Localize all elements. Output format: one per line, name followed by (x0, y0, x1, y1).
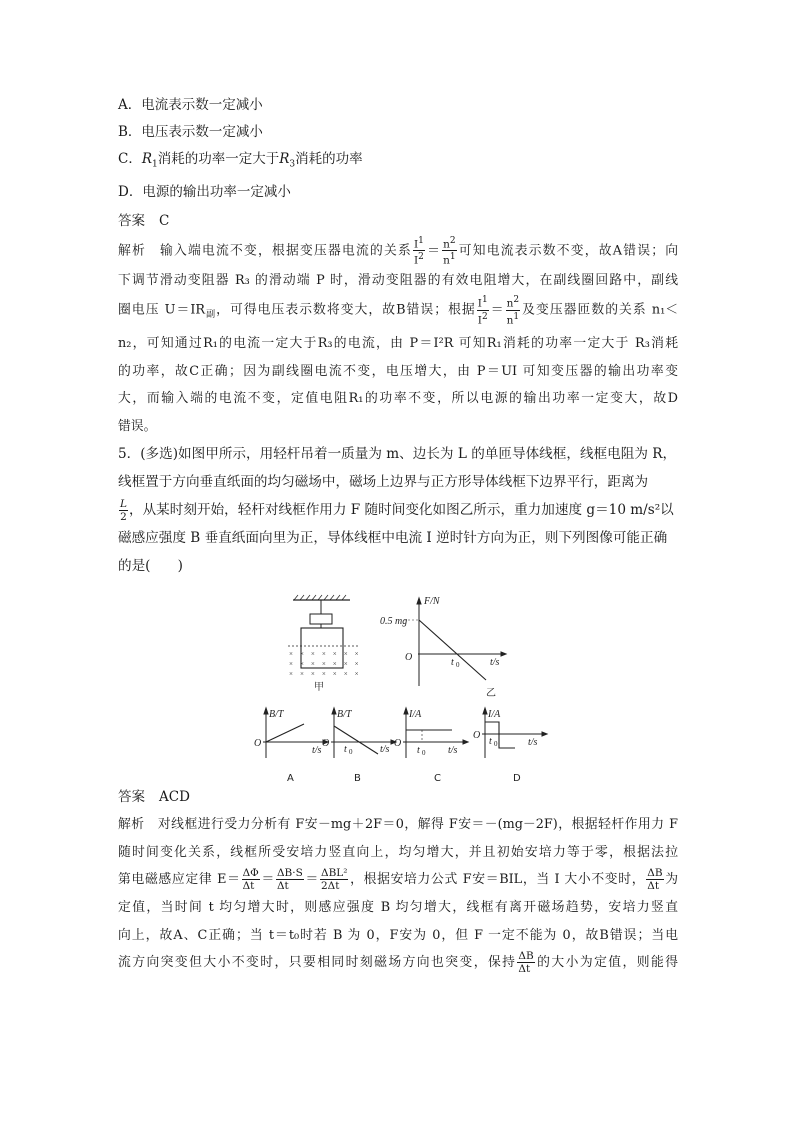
analysis-4-line: 大，而输入端的电流不变，定值电阻R₁的功率不变，所以电源的输出功率一定变大，故D (118, 391, 678, 407)
svg-text:0: 0 (349, 748, 353, 757)
analysis-5-line: 解析 对线框进行受力分析有 F安－mg＋2F＝0，解得 F安＝－(mg－2F)，根据轻杆作用力 F (118, 817, 679, 833)
half-l-fraction: $\frac{L}{2}$ (120, 498, 127, 524)
analysis-4-line: 圈电压 $U=IR_副$，可得电压表示数将变大，故B错误；根据 $\frac{I^1}{I^2}$ ＝ $\frac{n^2}{n^1}$ 及变压器匝数的关系 n₁＜ (118, 295, 679, 327)
b-axis-label: B/T (269, 709, 284, 721)
half-mg-label: 0.5 mg (380, 616, 408, 628)
flux-fraction: $\frac{\Delta\Phi}{\Delta t}$ (242, 867, 259, 893)
i-axis-label: I/A (488, 709, 501, 721)
option-a-label: A (287, 773, 294, 783)
option-c: C．$R_1$消耗的功率一定大于$R_3$消耗的功率 (118, 151, 363, 170)
dbl2-fraction: $\frac{\text{ΔBL²}}{2\Delta t}$ (320, 867, 348, 893)
t-axis-label: t/s (312, 745, 322, 757)
origin-label: O (405, 652, 413, 664)
graph-option-d (473, 708, 547, 782)
fig-yi-label: 乙 (486, 688, 496, 700)
figures-svg (118, 586, 678, 782)
turns-ratio-fraction: $\frac{n^2}{n^1}$ (506, 295, 520, 327)
i-axis-label: I/A (409, 709, 422, 721)
db-dt-fraction: $\frac{\Delta B}{\Delta t}$ (518, 950, 534, 976)
t0-label: t (489, 736, 492, 748)
db-dt-fraction: $\frac{\Delta B}{\Delta t}$ (647, 867, 663, 893)
analysis-5-line: 流方向突变但大小不变时，只要相同时刻磁场方向也突变，保持 $\frac{\Delta B}{\Delta t}$ 的大小为定值，则能得 (118, 950, 679, 976)
analysis-4-line: 的功率，故C正确；因为副线圈电流不变，电压增大，由 P＝UI 可知变压器的输出功率变 (118, 363, 678, 379)
svg-text:0: 0 (422, 749, 426, 758)
answer-4: 答案 C (118, 212, 170, 229)
svg-text:× × × × × × ×: × × × × × × × (289, 670, 359, 679)
graph-option-a (254, 708, 328, 782)
analysis-4-line: n₂，可知通过R₁的电流一定大于R₃的电流，由 P＝I²R 可知R₁消耗的功率一定大于 R₃消耗 (118, 335, 678, 351)
t0-label: t (451, 657, 454, 669)
t0-label: t (417, 745, 420, 757)
origin-label: O (473, 730, 481, 742)
current-ratio-fraction: $\frac{I^1}{I^2}$ (413, 235, 424, 267)
figure-yi (380, 596, 506, 699)
option-d: D．电源的输出功率一定减小 (118, 183, 291, 200)
origin-label: O (254, 738, 262, 750)
question-5-line: 磁感应强度 B 垂直纸面向里为正，导体线框中电流 I 逆时针方向为正，则下列图像可能正确 (118, 530, 668, 547)
analysis-4 (118, 235, 678, 441)
question-5-line: 的是( ) (118, 558, 183, 575)
t-axis-label: t/s (448, 745, 458, 757)
current-ratio-fraction: $\frac{I^1}{I^2}$ (477, 295, 488, 327)
answer-5: 答案 ACD (118, 789, 190, 806)
option-b-label: B (354, 773, 361, 783)
t-axis-label: t/s (490, 657, 500, 669)
svg-text:× × × × × × ×: × × × × × × × (289, 660, 359, 669)
question-5 (118, 440, 678, 580)
analysis-5-line: 定值，当时间 t 均匀增大时，则感应强度 B 均匀增大，线框有离开磁场趋势，安培力竖直 (118, 900, 678, 916)
svg-text:× × × × × × ×: × × × × × × × (289, 650, 359, 659)
svg-text:0: 0 (494, 740, 498, 749)
analysis-5-line: 向上，故A、C正确；当 t＝t₀时若 B 为 0，F安为 0，但 F 一定不能为 0，故B错误；当电 (118, 927, 678, 943)
analysis-4-line: 解析 输入端电流不变，根据变压器电流的关系 $\frac{I^1}{I^2}$ ＝ $\frac{n^2}{n^1}$ 可知电流表示数不变，故A错误；向 (118, 235, 679, 267)
b-axis-label: B/T (337, 709, 352, 721)
option-a: A．电流表示数一定减小 (118, 97, 263, 113)
origin-label: O (322, 738, 330, 750)
dbs-fraction: $\frac{\Delta B\cdot S}{\Delta t}$ (276, 867, 303, 893)
document-page (118, 92, 678, 977)
analysis-4-line: 下调节滑动变阻器 R₃ 的滑动端 P 时，滑动变阻器的有效电阻增大，在副线圈回路中，副线 (118, 272, 678, 288)
t-axis-label: t/s (380, 744, 390, 756)
figure-jia (288, 595, 359, 693)
option-b: B．电压表示数一定减小 (118, 124, 263, 140)
analysis-5 (118, 811, 678, 977)
t-axis-label: t/s (528, 737, 538, 749)
f-axis-label: F/N (424, 596, 440, 608)
question-5-line: 线框置于方向垂直纸面的均匀磁场中，磁场上边界与正方形导体线框下边界平行，距离为 (118, 474, 649, 491)
analysis-5-line: 第电磁感应定律 E＝ $\frac{\Delta\Phi}{\Delta t}$ ＝ $\frac{\Delta B\cdot S}{\Delta t}$ ＝ $\frac{\text{ΔBL²}}{2\Delta t}$ ，根据安培力公式 F安＝BIL，当 I 大小不变时， $\frac{\Delta B}{\Delta t}$ 为 (118, 867, 679, 893)
analysis-5-line: 随时间变化关系，线框所受安培力竖直向上，均匀增大，并且初始安培力等于零，根据法拉 (118, 844, 678, 860)
origin-label: O (394, 738, 402, 750)
question-5-line: 5．(多选)如图甲所示，用轻杆吊着一质量为 m、边长为 L 的单匝导体线框，线框电阻为 R， (118, 446, 677, 463)
graph-option-b (322, 708, 396, 782)
fig-jia-label: 甲 (314, 682, 324, 694)
magnetic-field-crosses (289, 650, 359, 678)
graph-option-c (394, 708, 468, 782)
turns-ratio-fraction: $\frac{n^2}{n^1}$ (443, 235, 456, 267)
svg-text:0: 0 (456, 661, 460, 670)
option-d-label: D (513, 773, 521, 783)
analysis-4-line: 错误。 (118, 418, 157, 434)
option-c-label: C (434, 773, 441, 783)
t0-label: t (344, 744, 347, 756)
figures-area (118, 586, 678, 782)
question-5-line: $\frac{L}{2}$ ，从某时刻开始，轻杆对线框作用力 F 随时间变化如图乙所示，重力加速度 g＝10 m/s²以 (120, 498, 674, 524)
